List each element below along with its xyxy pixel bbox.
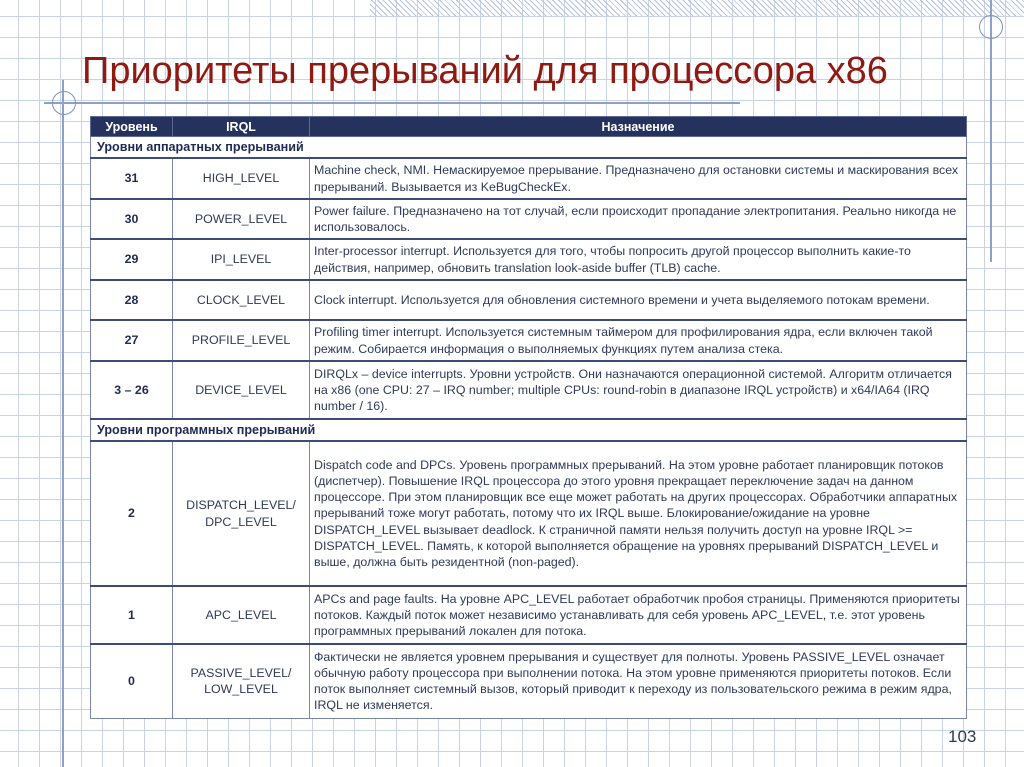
decorative-right-rule	[990, 0, 992, 262]
irql-line: DPC_LEVEL	[205, 514, 277, 529]
irql-cell	[173, 441, 310, 586]
section-title-hardware: Уровни аппаратных прерываний	[91, 137, 967, 159]
irql-table	[90, 116, 967, 719]
irql-cell: HIGH_LEVEL	[173, 158, 310, 199]
description-cell: APCs and page faults. На уровне APC_LEVEL работает обработчик пробоя страницы. Применяются приоритеты потоков. Каждый поток может независимо устанавливать для себя уровень APC_LEVEL, т.е. этот уровень программных прерываний локален для потока.	[310, 586, 967, 644]
level-cell: 31	[91, 158, 173, 199]
description-cell: Power failure. Предназначено на тот случай, если происходит пропадание электропитания. Реально никогда не использовалось.	[310, 199, 967, 239]
slide-title: Приоритеты прерываний для процессора x86	[82, 50, 888, 92]
description-cell: Clock interrupt. Используется для обновления системного времени и учета выделяемого потокам времени.	[310, 280, 967, 320]
irql-line: DISPATCH_LEVEL/	[186, 498, 296, 513]
table-row	[91, 361, 967, 419]
irql-cell: CLOCK_LEVEL	[173, 280, 310, 320]
level-cell: 28	[91, 280, 173, 320]
header-level: Уровень	[91, 117, 173, 137]
decorative-horizontal-rule	[44, 102, 740, 104]
table-row	[91, 199, 967, 239]
description-cell: DIRQLx – device interrupts. Уровни устройств. Они назначаются операционной системой. Алгоритм отличается на x86 (one CPU: 27 – IRQ number; multiple CPUs: round-robin в диапазоне IRQL устройств) и x64/IA64 (IRQ number / 16).	[310, 361, 967, 419]
level-cell: 1	[91, 586, 173, 644]
irql-cell	[173, 644, 310, 718]
section-row-hardware	[91, 137, 967, 159]
header-irql: IRQL	[173, 117, 310, 137]
description-cell: Dispatch code and DPCs. Уровень программных прерываний. На этом уровне работает планировщик потоков (диспетчер). Повышение IRQL процессора до этого уровня прекращает переключение задач на данном процессоре. При этом планировщик все еще может работать на других процессорах. Обработчики аппаратных прерываний тоже могут работать, потому что их IRQL выше. Блокирование/ожидание на уровне DISPATCH_LEVEL вызывает deadlock. К страничной памяти нельзя получить доступ на уровне IRQL >= DISPATCH_LEVEL. Память, к которой выполняется обращение на уровнях прерываний DISPATCH_LEVEL и выше, должна быть резидентной (non-paged).	[310, 441, 967, 586]
description-cell: Фактически не является уровнем прерывания и существует для полноты. Уровень PASSIVE_LEVEL означает обычную работу процессора при выполнении потока. На этом уровне применяются приоритеты потоков. Если поток выполняет системный вызов, который приводит к переходу из пользовательского режима в режим ядра, IRQL не изменяется.	[310, 644, 967, 718]
level-cell: 3 – 26	[91, 361, 173, 419]
level-cell: 2	[91, 441, 173, 586]
irql-cell: IPI_LEVEL	[173, 239, 310, 280]
irql-cell: POWER_LEVEL	[173, 199, 310, 239]
level-cell: 29	[91, 239, 173, 280]
level-cell: 30	[91, 199, 173, 239]
table-row	[91, 239, 967, 280]
table-row	[91, 644, 967, 718]
description-cell: Profiling timer interrupt. Используется системным таймером для профилирования ядра, если включен такой режим. Собирается информация о выполняемых функциях путем анализа стека.	[310, 320, 967, 361]
section-row-software	[91, 419, 967, 441]
irql-cell: DEVICE_LEVEL	[173, 361, 310, 419]
decorative-hatch-band	[370, 0, 1024, 16]
section-title-software: Уровни программных прерываний	[91, 419, 967, 441]
page-number: 103	[948, 727, 977, 746]
level-cell: 0	[91, 644, 173, 718]
decorative-circle	[52, 91, 76, 115]
decorative-vertical-rule	[62, 80, 64, 767]
irql-cell: APC_LEVEL	[173, 586, 310, 644]
irql-line: LOW_LEVEL	[204, 682, 278, 697]
description-cell: Inter-processor interrupt. Используется для того, чтобы попросить другой процессор выполнить какие-то действия, например, обновить translation look-aside buffer (TLB) cache.	[310, 239, 967, 280]
irql-line: PASSIVE_LEVEL/	[190, 666, 292, 681]
decorative-circle-right	[979, 15, 1003, 39]
table-row	[91, 280, 967, 320]
description-cell: Machine check, NMI. Немаскируемое прерывание. Предназначено для остановки системы и маскирования всех прерываний. Вызывается из KeBugCheckEx.	[310, 158, 967, 199]
table-row	[91, 158, 967, 199]
level-cell: 27	[91, 320, 173, 361]
table-header-row	[91, 117, 967, 137]
header-purpose: Назначение	[310, 117, 967, 137]
table-row	[91, 441, 967, 586]
table-row	[91, 320, 967, 361]
irql-cell: PROFILE_LEVEL	[173, 320, 310, 361]
table-row	[91, 586, 967, 644]
